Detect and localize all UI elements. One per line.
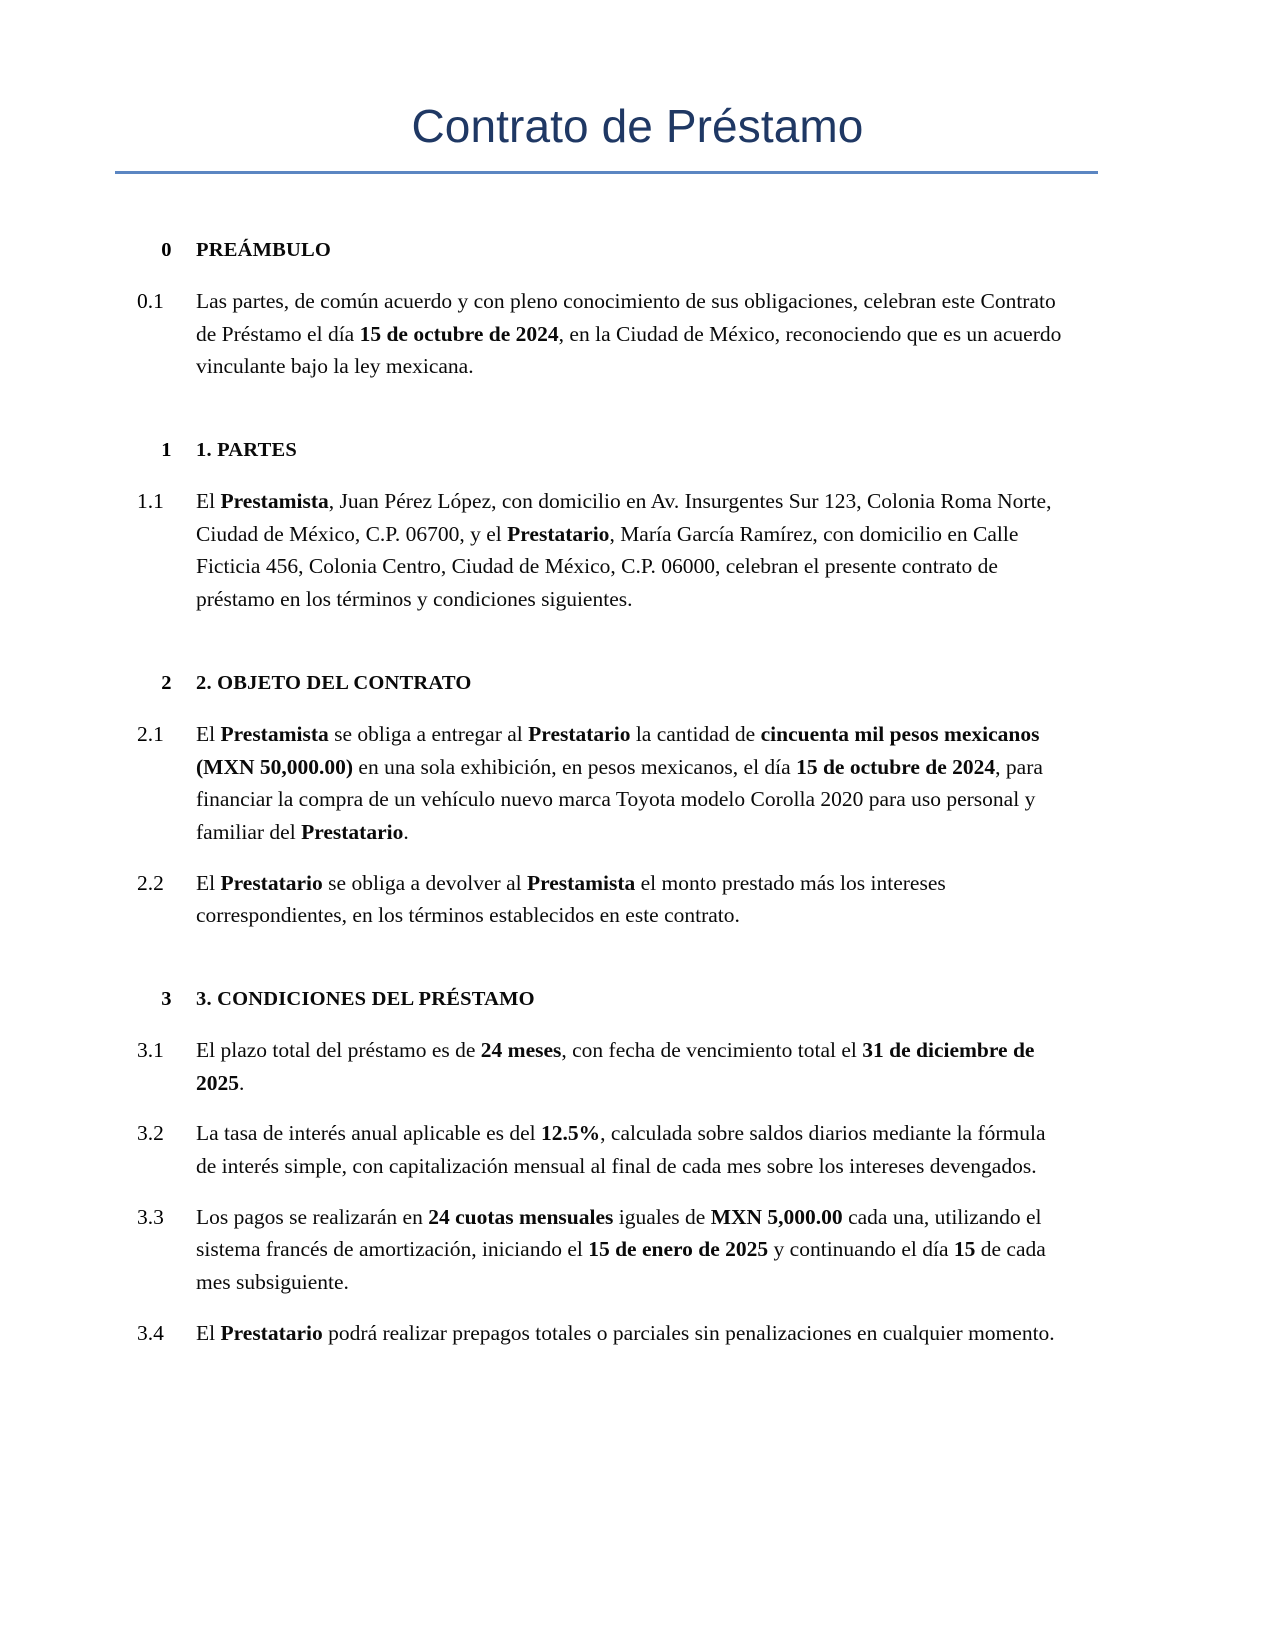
- spacer: [0, 1015, 1275, 1034]
- spacer: [0, 699, 1275, 718]
- plain-text: se obliga a devolver al: [322, 870, 527, 895]
- plain-text: , María García Ramírez, con domicilio en Calle Ficticia 456, Colonia Centro, Ciudad de México, C.P. 06000, celebran el presente contrato de préstamo en los términos y condiciones siguientes.: [196, 521, 1019, 612]
- clause-paragraph: [0, 1117, 1275, 1182]
- clause-paragraph: [0, 1201, 1275, 1299]
- section-heading-text: 3. CONDICIONES DEL PRÉSTAMO: [196, 987, 535, 1010]
- spacer: [0, 1183, 1275, 1201]
- section-heading-text: PREÁMBULO: [196, 238, 332, 261]
- emphasis-text: Prestamista: [526, 870, 636, 895]
- plain-text: .: [403, 819, 409, 844]
- plain-text: , para financiar la compra de un vehículo nuevo marca Toyota modelo Corolla 2020 para uso personal y familiar del: [196, 754, 1043, 844]
- clause-number: 3.4: [137, 1320, 164, 1345]
- spacer: [0, 383, 1275, 435]
- title-block: [0, 0, 1275, 174]
- emphasis-text: 15 de octubre de 2024: [796, 754, 996, 779]
- plain-text: Las partes, de común acuerdo y con pleno conocimiento de sus obligaciones, celebran este Contrato de Préstamo el día: [196, 288, 1056, 346]
- emphasis-text: 15 de octubre de 2024: [359, 321, 559, 346]
- spacer: [0, 1299, 1275, 1317]
- emphasis-text: 12.5%: [541, 1121, 601, 1146]
- clause-text: [196, 1201, 1070, 1299]
- page-title: Contrato de Préstamo: [411, 100, 864, 152]
- emphasis-text: Prestamista: [220, 489, 329, 513]
- clause-text: [196, 867, 1070, 932]
- clause-text: [196, 285, 1070, 383]
- plain-text: La tasa de interés anual aplicable es del: [196, 1121, 542, 1146]
- clause-paragraph: [0, 285, 1275, 383]
- plain-text: El: [196, 489, 221, 513]
- emphasis-text: 15: [953, 1237, 976, 1262]
- plain-text: en una sola exhibición, en pesos mexicanos, el día: [353, 754, 797, 779]
- emphasis-text: Prestatario: [220, 870, 323, 895]
- plain-text: , Juan Pérez López, con domicilio en Av. Insurgentes Sur 123, Colonia Roma Norte, Ciudad de México, C.P. 06700, y el: [196, 489, 1052, 546]
- plain-text: iguales de: [613, 1204, 711, 1229]
- section-heading-text: 1. PARTES: [196, 438, 297, 461]
- emphasis-text: Prestatario: [528, 721, 631, 746]
- clause-number: 0.1: [137, 288, 164, 313]
- clause-number: 3.1: [137, 1038, 164, 1063]
- section-heading: [0, 984, 1275, 1015]
- spacer: [0, 1099, 1275, 1117]
- plain-text: El: [196, 721, 221, 746]
- plain-text: podrá realizar prepagos totales o parciales sin penalizaciones en cualquier momento.: [322, 1320, 1055, 1345]
- emphasis-text: Prestatario: [220, 1320, 323, 1345]
- plain-text: de cada mes subsiguiente.: [196, 1237, 1046, 1295]
- clause-paragraph: [0, 1034, 1275, 1099]
- plain-text: se obliga a entregar al: [328, 721, 529, 746]
- spacer: [0, 616, 1275, 668]
- plain-text: , en la Ciudad de México, reconociendo que es un acuerdo vinculante bajo la ley mexicana.: [196, 321, 1062, 379]
- plain-text: El plazo total del préstamo es de: [196, 1038, 481, 1063]
- plain-text: , con fecha de vencimiento total el: [561, 1038, 863, 1063]
- document-body: [0, 174, 1275, 1350]
- emphasis-text: 15 de enero de 2025: [588, 1237, 769, 1262]
- clause-number: 2.1: [137, 721, 164, 746]
- plain-text: el monto prestado más los intereses correspondientes, en los términos establecidos en este contrato.: [196, 870, 946, 928]
- section-heading: [0, 668, 1275, 699]
- plain-text: y continuando el día: [768, 1237, 954, 1262]
- emphasis-text: 31 de diciembre de 2025: [196, 1038, 1035, 1095]
- plain-text: Los pagos se realizarán en: [196, 1204, 429, 1229]
- emphasis-text: Prestatario: [507, 521, 610, 546]
- clause-text: [196, 485, 1070, 616]
- plain-text: .: [239, 1070, 245, 1095]
- section-heading-number: 3: [161, 987, 172, 1010]
- clause-paragraph: [0, 718, 1275, 849]
- clause-text: [196, 1117, 1070, 1182]
- clause-paragraph: [0, 867, 1275, 932]
- section-heading: [0, 435, 1275, 466]
- clause-paragraph: [0, 485, 1275, 616]
- emphasis-text: 24 cuotas mensuales: [428, 1204, 614, 1229]
- section-heading: [0, 235, 1275, 266]
- emphasis-text: Prestatario: [301, 819, 404, 844]
- plain-text: la cantidad de: [630, 721, 761, 746]
- clause-number: 2.2: [137, 870, 164, 895]
- section-heading-text: 2. OBJETO DEL CONTRATO: [196, 671, 472, 694]
- clause-paragraph: [0, 1317, 1275, 1350]
- emphasis-text: Prestamista: [220, 721, 329, 746]
- plain-text: cada una, utilizando el sistema francés de amortización, iniciando el: [196, 1204, 1042, 1262]
- clause-text: [196, 718, 1070, 849]
- clause-number: 3.2: [137, 1121, 164, 1146]
- spacer: [0, 849, 1275, 867]
- section-heading-number: 1: [161, 438, 172, 461]
- emphasis-text: MXN 5,000.00: [710, 1204, 843, 1229]
- plain-text: El: [196, 1320, 221, 1345]
- spacer: [0, 266, 1275, 285]
- spacer: [0, 932, 1275, 984]
- emphasis-text: cincuenta mil pesos mexicanos (MXN 50,000.00): [196, 721, 1040, 779]
- clause-number: 1.1: [137, 489, 164, 513]
- spacer: [0, 174, 1275, 235]
- plain-text: , calculada sobre saldos diarios mediante la fórmula de interés simple, con capitalización mensual al final de cada mes sobre los intereses devengados.: [196, 1121, 1046, 1179]
- section-heading-number: 2: [161, 671, 172, 694]
- clause-text: [196, 1317, 1070, 1350]
- spacer: [0, 466, 1275, 485]
- emphasis-text: 24 meses: [480, 1038, 562, 1063]
- clause-text: [196, 1034, 1070, 1099]
- clause-number: 3.3: [137, 1204, 164, 1229]
- plain-text: El: [196, 870, 221, 895]
- section-heading-number: 0: [161, 238, 172, 261]
